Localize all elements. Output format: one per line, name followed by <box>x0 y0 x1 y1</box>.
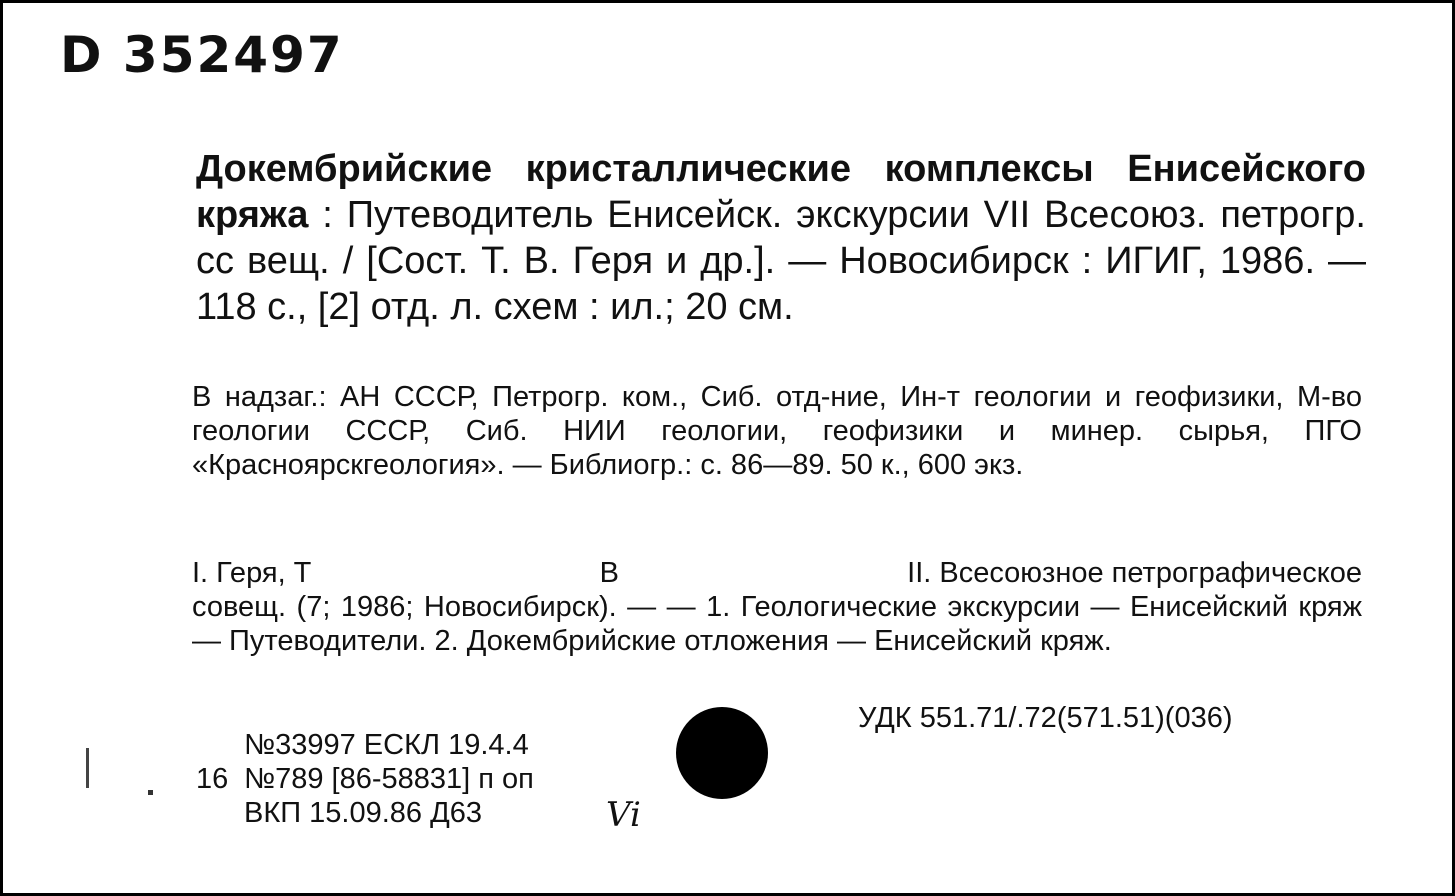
imprint-prefix: 16 <box>196 763 229 795</box>
card-number: D 352497 <box>60 26 344 84</box>
imprint-line-2 <box>196 762 534 796</box>
subject-headings: совещ. (7; 1986; Новосибирск). — — 1. Геологические экскурсии — Енисейский кряж — Путеводители. 2. Докембрийские отложения — Енисейский кряж. <box>192 591 1362 657</box>
udk-code: УДК 551.71/.72(571.51)(036) <box>858 702 1233 734</box>
margin-dot <box>148 790 153 795</box>
added-entries-first-line <box>192 556 1362 590</box>
punch-hole <box>676 707 768 799</box>
handwritten-initials: Vi <box>606 795 641 835</box>
imprint-block <box>196 728 534 830</box>
title-rest: : Путеводитель Енисейск. экскурсии VII Всесоюз. петрогр. сс вещ. / [Сост. Т. В. Геря и др.]. — Новосибирск : ИГИГ, 1986. — 118 с., [2] отд. л. схем : ил.; 20 см. <box>196 194 1366 328</box>
card-border-top <box>0 0 1455 3</box>
entry-conference: II. Всесоюзное петрографическое <box>907 557 1362 589</box>
imprint-line-3: ВКП 15.09.86 Д63 <box>244 797 482 829</box>
imprint-line-1: №33997 ЕСКЛ 19.4.4 <box>244 729 529 761</box>
entry-author-initial: В <box>599 557 619 589</box>
added-entries <box>192 556 1362 658</box>
entry-author: I. Геря, Т <box>192 557 312 589</box>
bibliographic-note: В надзаг.: АН СССР, Петрогр. ком., Сиб. отд-ние, Ин-т геологии и геофизики, М-во геологии СССР, Сиб. НИИ геологии, геофизики и минер. сырья, ПГО «Красноярскгеология». — Библиогр.: с. 86—89. 50 к., 600 экз. <box>192 381 1362 481</box>
imprint-line-2-text: №789 [86-58831] п оп <box>244 763 534 795</box>
card-border-left <box>0 0 3 896</box>
bibliographic-title <box>196 146 1366 330</box>
margin-mark <box>86 748 89 788</box>
title-main: Докембрийские кристаллические комплексы Енисейского кряжа <box>196 148 1366 236</box>
